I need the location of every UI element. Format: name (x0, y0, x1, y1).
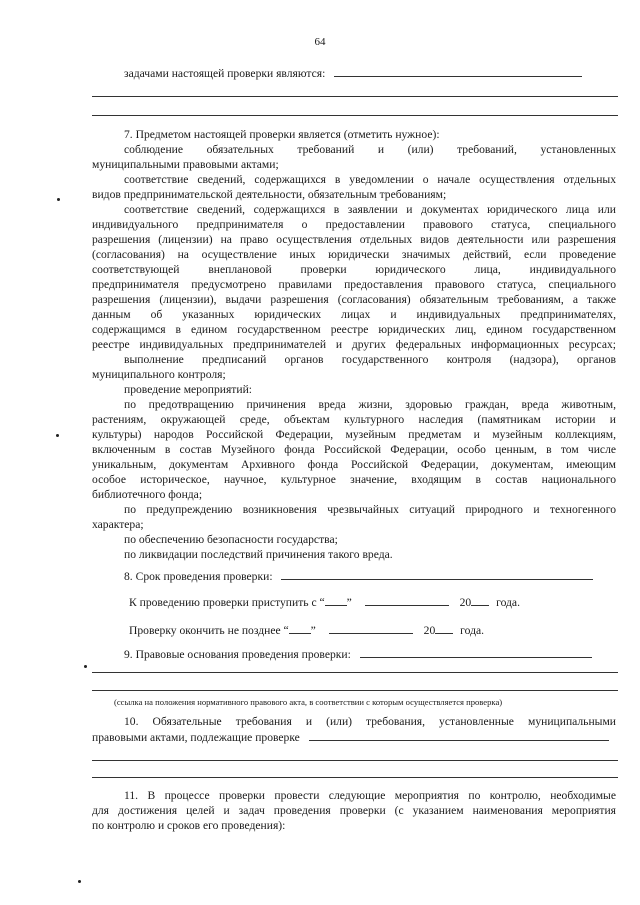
s7-line: библиотечного фонда; (92, 488, 203, 501)
s7-line: разрешения (лицензии) на право осуществления отдельных видов деятельности или разрешения (92, 233, 616, 246)
section-9-label: 9. Правовые основания проведения проверки: (124, 648, 351, 661)
requirements-blank (309, 730, 609, 741)
end-date-line (129, 623, 484, 638)
s7-line: (согласования) на осуществление иных юридически значимых действий, если проведение (92, 248, 616, 261)
s7-line: особое историческое, научное, культурное значение, входящим в состав национального (92, 473, 616, 486)
scan-speck (78, 880, 81, 883)
end-month-blank (329, 623, 413, 634)
s7-line: разрешения (лицензии), выдачи разрешения (согласования) обязательным требованиям, а также (92, 293, 616, 306)
tasks-blank (334, 66, 582, 77)
s7-line: культуры) народов Российской Федерации, музейным предметам и музейным коллекциям, (92, 428, 616, 441)
requirements-line-3 (92, 777, 618, 778)
section-10-line-1: 10. Обязательные требования и (или) требования, установленные муниципальными (124, 715, 616, 728)
section-9-title (124, 647, 592, 662)
s7-line: реестре индивидуальных предпринимателей и других федеральных информационных ресурсах; (92, 338, 616, 351)
s7-line: предпринимателя предусмотрено правилами предоставления правового статуса, специального (92, 278, 616, 291)
requirements-line-2 (92, 760, 618, 761)
tasks-label: задачами настоящей проверки являются: (124, 67, 326, 80)
tasks-blank-line-3 (92, 115, 618, 116)
s7-line: содержащимся в едином государственном реестре юридических лиц, едином государственном (92, 323, 616, 336)
s7-line: по обеспечению безопасности государства; (124, 533, 338, 546)
s7-line: выполнение предписаний органов государственного контроля (надзора), органов (124, 353, 616, 366)
end-year-prefix: 20 (423, 624, 436, 637)
page-number: 64 (314, 36, 326, 48)
start-quote: ” (346, 596, 352, 609)
s7-line: по предотвращению причинения вреда жизни, здоровью граждан, вреда животным, (124, 398, 616, 411)
start-year-blank (471, 595, 489, 606)
end-quote: ” (310, 624, 316, 637)
section-11-line-2: для достижения целей и задач проведения проверки (с указанием наименования мероприятия (92, 804, 616, 817)
section-11-line-1: 11. В процессе проверки провести следующие мероприятия по контролю, необходимые (124, 789, 616, 802)
section-7-title: 7. Предметом настоящей проверки является (отметить нужное): (124, 128, 440, 141)
s7-line: соответствующей внеплановой проверки юридического лица, индивидуального (92, 263, 616, 276)
end-prefix: Проверку окончить не позднее “ (129, 624, 289, 637)
scan-speck (84, 665, 87, 668)
end-year-blank (435, 623, 453, 634)
start-prefix: К проведению проверки приступить с “ (129, 596, 325, 609)
section-10-line-2 (92, 730, 609, 745)
section-11-line-3: по контролю и сроков его проведения): (92, 819, 286, 832)
section-8-title (124, 569, 593, 584)
start-month-blank (365, 595, 449, 606)
start-day-blank (325, 595, 347, 606)
legal-basis-blank (360, 647, 592, 658)
section-8-label: 8. Срок проведения проверки: (124, 570, 273, 583)
term-blank (281, 569, 593, 580)
s7-line: данным об указанных юридических лицах и индивидуальных предпринимателях, (92, 308, 616, 321)
start-date-line (129, 595, 520, 610)
legal-basis-line-2 (92, 672, 618, 673)
s7-line: соблюдение обязательных требований и (или) требований, установленных (124, 143, 616, 156)
s7-line: проведение мероприятий: (124, 383, 253, 396)
s7-line: характера; (92, 518, 144, 531)
scan-speck (57, 198, 60, 201)
s7-line: уникальным, документам Архивного фонда Российской Федерации, документам, имеющим (92, 458, 616, 471)
s7-line: растениям, окружающей среде, объектам культурного наследия (памятникам истории и (92, 413, 616, 426)
scan-speck (56, 434, 59, 437)
s7-line: видов предпринимательской деятельности, обязательным требованиям; (92, 188, 447, 201)
s7-line: соответствие сведений, содержащихся в уведомлении о начале осуществления отдельных (124, 173, 616, 186)
s7-line: муниципальными правовыми актами; (92, 158, 279, 171)
end-day-blank (289, 623, 311, 634)
s7-line: индивидуального предпринимателя о предоставлении правового статуса, специального (92, 218, 616, 231)
s7-line: по предупреждению возникновения чрезвычайных ситуаций природного и техногенного (124, 503, 616, 516)
s7-line: муниципального контроля; (92, 368, 226, 381)
tasks-blank-line-2 (92, 96, 618, 97)
legal-basis-note: (ссылка на положения нормативного правового акта, в соответствии с которым осуществляется проверка) (114, 697, 503, 707)
start-year-prefix: 20 (459, 596, 472, 609)
s7-line: включенным в состав Музейного фонда Российской Федерации, особо ценным, в том числе (92, 443, 616, 456)
tasks-line (124, 66, 582, 81)
end-suffix: года. (460, 624, 485, 637)
s7-line: по ликвидации последствий причинения такого вреда. (124, 548, 393, 561)
legal-basis-line-3 (92, 690, 618, 691)
start-suffix: года. (496, 596, 520, 609)
section-10-label: правовыми актами, подлежащие проверке (92, 731, 300, 744)
s7-line: соответствие сведений, содержащихся в заявлении и документах юридического лица или (124, 203, 616, 216)
